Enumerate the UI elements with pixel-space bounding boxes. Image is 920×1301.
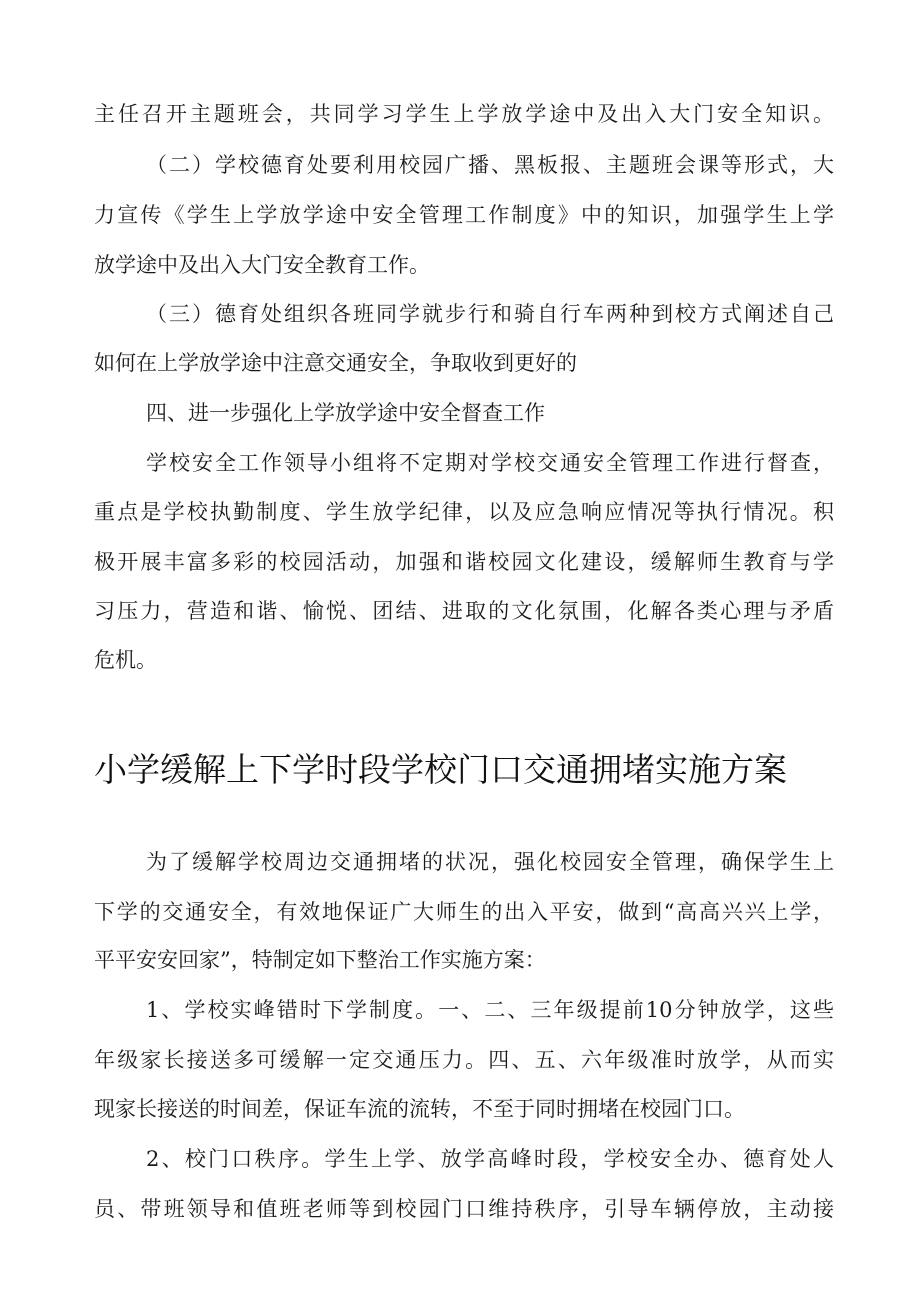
paragraph-line: 学校安全工作领导小组将不定期对学校交通安全管理工作进行督查， [146,451,834,475]
document-title: 小学缓解上下学时段学校门口交通拥堵实施方案 [94,750,787,789]
paragraph-line: 放学途中及出入大门安全教育工作。 [94,253,430,277]
paragraph-line: 重点是学校执勤制度、学生放学纪律，以及应急响应情况等执行情况。积 [94,500,834,524]
paragraph-line: 如何在上学放学途中注意交通安全，争取收到更好的 [94,351,577,375]
paragraph-line: 下学的交通安全，有效地保证广大师生的出入平安，做到“高高兴兴上学， [94,900,834,924]
paragraph-line: 习压力，营造和谐、愉悦、团结、进取的文化氛围，化解各类心理与矛盾 [94,599,834,623]
paragraph-line: 2、校门口秩序。学生上学、放学高峰时段，学校安全办、德育处人 [146,1147,834,1171]
paragraph-line: （二）学校德育处要利用校园广播、黑板报、主题班会课等形式，大 [146,153,834,177]
paragraph-line: 1、学校实峰错时下学制度。一、二、三年级提前10分钟放学，这些 [146,998,834,1022]
paragraph-line: 力宣传《学生上学放学途中安全管理工作制度》中的知识，加强学生上学 [94,203,834,227]
paragraph-line: 年级家长接送多可缓解一定交通压力。四、五、六年级准时放学，从而实 [94,1048,834,1072]
paragraph-line: 为了缓解学校周边交通拥堵的状况，强化校园安全管理，确保学生上 [146,850,834,874]
paragraph-line: 员、带班领导和值班老师等到校园门口维持秩序，引导车辆停放，主动接 [94,1197,834,1221]
paragraph-line: 平平安安回家”，特制定如下整治工作实施方案： [94,948,546,972]
paragraph-line: 主任召开主题班会，共同学习学生上学放学途中及出入大门安全知识。 [94,102,834,126]
paragraph-line: 危机。 [94,648,157,672]
section-heading: 四、进一步强化上学放学途中安全督查工作 [146,401,545,425]
paragraph-line: 现家长接送的时间差，保证车流的流转，不至于同时拥堵在校园门口。 [94,1097,745,1121]
paragraph-line: 极开展丰富多彩的校园活动，加强和谐校园文化建设，缓解师生教育与学 [94,550,834,574]
paragraph-line: （三）德育处组织各班同学就步行和骑自行车两种到校方式阐述自己 [146,302,834,326]
